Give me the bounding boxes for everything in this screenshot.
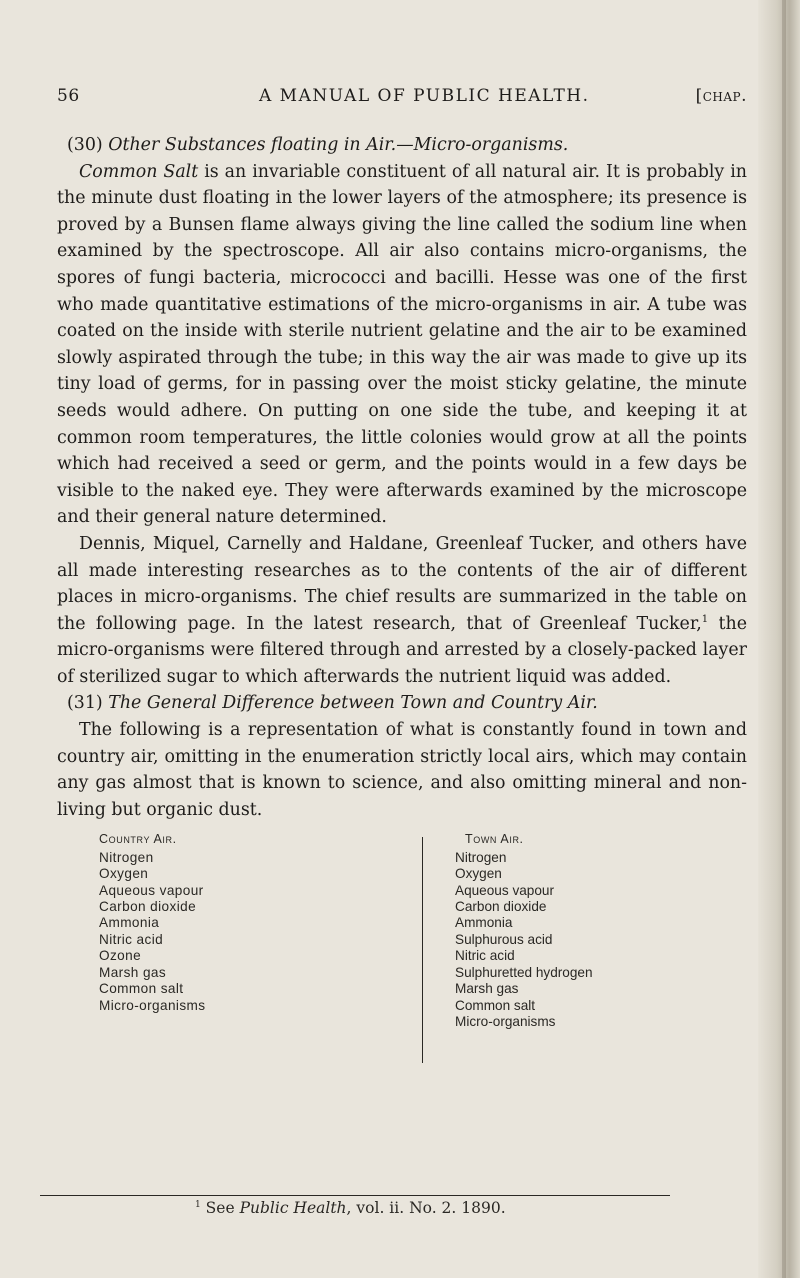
list-item: Nitrogen (455, 849, 507, 865)
book-page (57, 86, 747, 1069)
list-item: Oxygen (99, 866, 149, 882)
town-air-column (455, 831, 725, 1030)
paragraph-1-text: is an invariable constituent of all natural air. It is probably in the minute dust floating in the lower layers of the atmosphere; its presence is proved by a Bunsen flame always giving the line called the sodium line when examined by the spectroscope. All air also contains micro-organisms, the spores of fungi bacteria, micrococci and bacilli. Hesse was one of the first who made quantitative estimations of the micro-organisms in air. A tube was coated on the inside with sterile nutrient gelatine and the air to be examined slowly aspirated through the tube; in this way the air was made to give up its tiny load of germs, for in passing over the moist sticky gelatine, the minute seeds would adhere. On putting on one side the tube, and keeping it at common room temperatures, the little colonies would grow at all the points which had received a seed or germ, and the points would in a few days be visible to the naked eye. They were afterwards examined by the microscope and their general nature determined. (57, 161, 747, 528)
page-number: 56 (57, 86, 80, 106)
list-item: Nitrogen (99, 849, 154, 865)
list-item: Oxygen (455, 866, 502, 882)
section-30-paragraph-1 (57, 159, 747, 531)
footnote-see: See (205, 1199, 240, 1217)
paragraph-2-text-a: Dennis, Miquel, Carnelly and Haldane, Greenleaf Tucker, and others have all made interesting researches as to the contents of the air of different places in micro-organisms. The chief results are summarized in the table on the following page. In the latest research, that of Greenleaf Tucker, (57, 533, 747, 634)
list-item: Micro-organisms (455, 1013, 556, 1029)
list-item: Common salt (455, 997, 536, 1013)
air-comparison-table (57, 831, 747, 1069)
section-30-paragraph-2 (57, 531, 747, 691)
section-31-heading (57, 690, 747, 717)
common-salt-term: Common Salt (79, 161, 199, 182)
running-title: A MANUAL OF PUBLIC HEALTH. (259, 86, 590, 106)
section-31-title: The General Difference between Town and Country Air. (108, 693, 598, 714)
footnote-citation: , vol. ii. No. 2. 1890. (346, 1199, 506, 1217)
list-item: Marsh gas (455, 981, 519, 997)
list-item: Sulphuretted hydrogen (455, 964, 593, 980)
town-air-heading: Town Air. (465, 832, 524, 847)
list-item: Sulphurous acid (455, 931, 553, 947)
footnote-rule (40, 1195, 670, 1196)
section-31-paragraph: The following is a representation of what is constantly found in town and country air, omitting in the enumeration strictly local airs, which may contain any gas almost that is known to science, and also omitting mineral and non-living but organic dust. (57, 720, 747, 820)
running-header (57, 86, 747, 112)
footnote (195, 1199, 506, 1217)
footnote-marker: 1 (195, 1199, 201, 1210)
list-item: Aqueous vapour (99, 882, 204, 898)
town-air-list (455, 850, 725, 1030)
page-edge (758, 0, 800, 1278)
paragraph-2-text-b: the micro-organisms were filtered through and arrested by a closely-packed layer of sterilized sugar to which afterwards the nutrient liquid was added. (57, 613, 747, 687)
footnote-reference: 1 (701, 613, 709, 625)
list-item: Carbon dioxide (455, 899, 547, 915)
list-item: Nitric acid (455, 948, 515, 964)
list-item: Nitric acid (99, 931, 164, 947)
list-item: Ammonia (99, 915, 160, 931)
chapter-tag: [chap. (695, 86, 747, 106)
list-item: Carbon dioxide (99, 899, 197, 915)
section-31-number: (31) (67, 693, 103, 714)
footnote-journal: Public Health (239, 1199, 347, 1217)
country-air-list (99, 850, 389, 1014)
country-air-heading: Country Air. (99, 832, 177, 847)
list-item: Ozone (99, 948, 142, 964)
body-text (57, 132, 747, 823)
section-30-number: (30) (67, 135, 103, 155)
list-item: Aqueous vapour (455, 882, 555, 898)
list-item: Marsh gas (99, 964, 167, 980)
section-30-title: Other Substances floating in Air.—Micro-organisms. (108, 135, 569, 155)
list-item: Ammonia (455, 915, 513, 931)
list-item: Common salt (99, 981, 184, 997)
country-air-column (99, 831, 389, 1013)
column-divider (422, 837, 423, 1063)
list-item: Micro-organisms (99, 997, 206, 1013)
section-30-heading (57, 132, 747, 159)
